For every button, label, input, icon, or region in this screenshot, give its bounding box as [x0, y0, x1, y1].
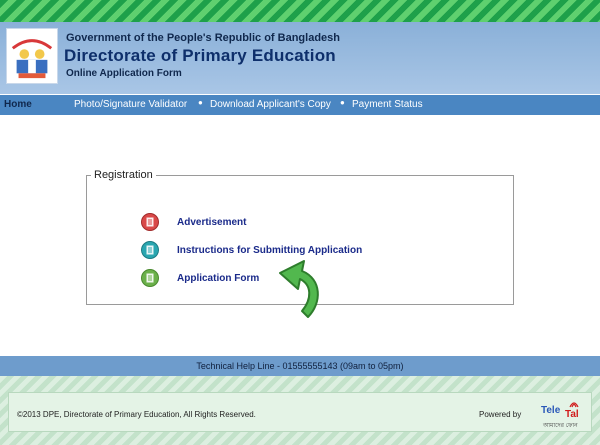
top-nav [0, 95, 600, 115]
nav-download-applicant-copy[interactable]: Download Applicant's Copy [210, 99, 331, 110]
main-content [0, 115, 600, 356]
help-line-bar [0, 356, 600, 376]
registration-legend: Registration [94, 169, 153, 181]
instructions-link[interactable] [141, 241, 362, 259]
advertisement-label: Advertisement [177, 216, 247, 228]
nav-separator: ● [198, 98, 203, 107]
header [0, 22, 600, 94]
signal-icon [567, 397, 581, 409]
page-subtitle: Online Application Form [66, 68, 182, 79]
nav-home[interactable]: Home [4, 99, 32, 110]
dpe-logo [6, 28, 58, 84]
directorate-title: Directorate of Primary Education [64, 46, 336, 65]
nav-photo-signature-validator[interactable]: Photo/Signature Validator [74, 99, 188, 110]
help-line-text: Technical Help Line - 01555555143 (09am to 05pm) [196, 361, 404, 371]
pointer-arrow-icon [268, 251, 328, 321]
green-document-icon [141, 269, 159, 287]
red-document-icon [141, 213, 159, 231]
footer [0, 376, 600, 445]
teletalk-logo[interactable]: Tele Tal আমাদের ফোন [533, 397, 589, 429]
footer-box [8, 392, 592, 432]
instructions-label: Instructions for Submitting Application [177, 244, 363, 256]
application-form-label: Application Form [177, 272, 260, 284]
teal-document-icon [141, 241, 159, 259]
powered-by-text: Powered by [479, 410, 522, 419]
top-stripe [0, 0, 600, 22]
application-form-link[interactable] [141, 269, 259, 287]
government-title: Government of the People's Republic of Bangladesh [66, 32, 340, 44]
copyright-text: ©2013 DPE, Directorate of Primary Education, All Rights Reserved. [17, 410, 256, 419]
nav-payment-status[interactable]: Payment Status [352, 99, 423, 110]
nav-separator: ● [340, 98, 345, 107]
advertisement-link[interactable] [141, 213, 246, 231]
